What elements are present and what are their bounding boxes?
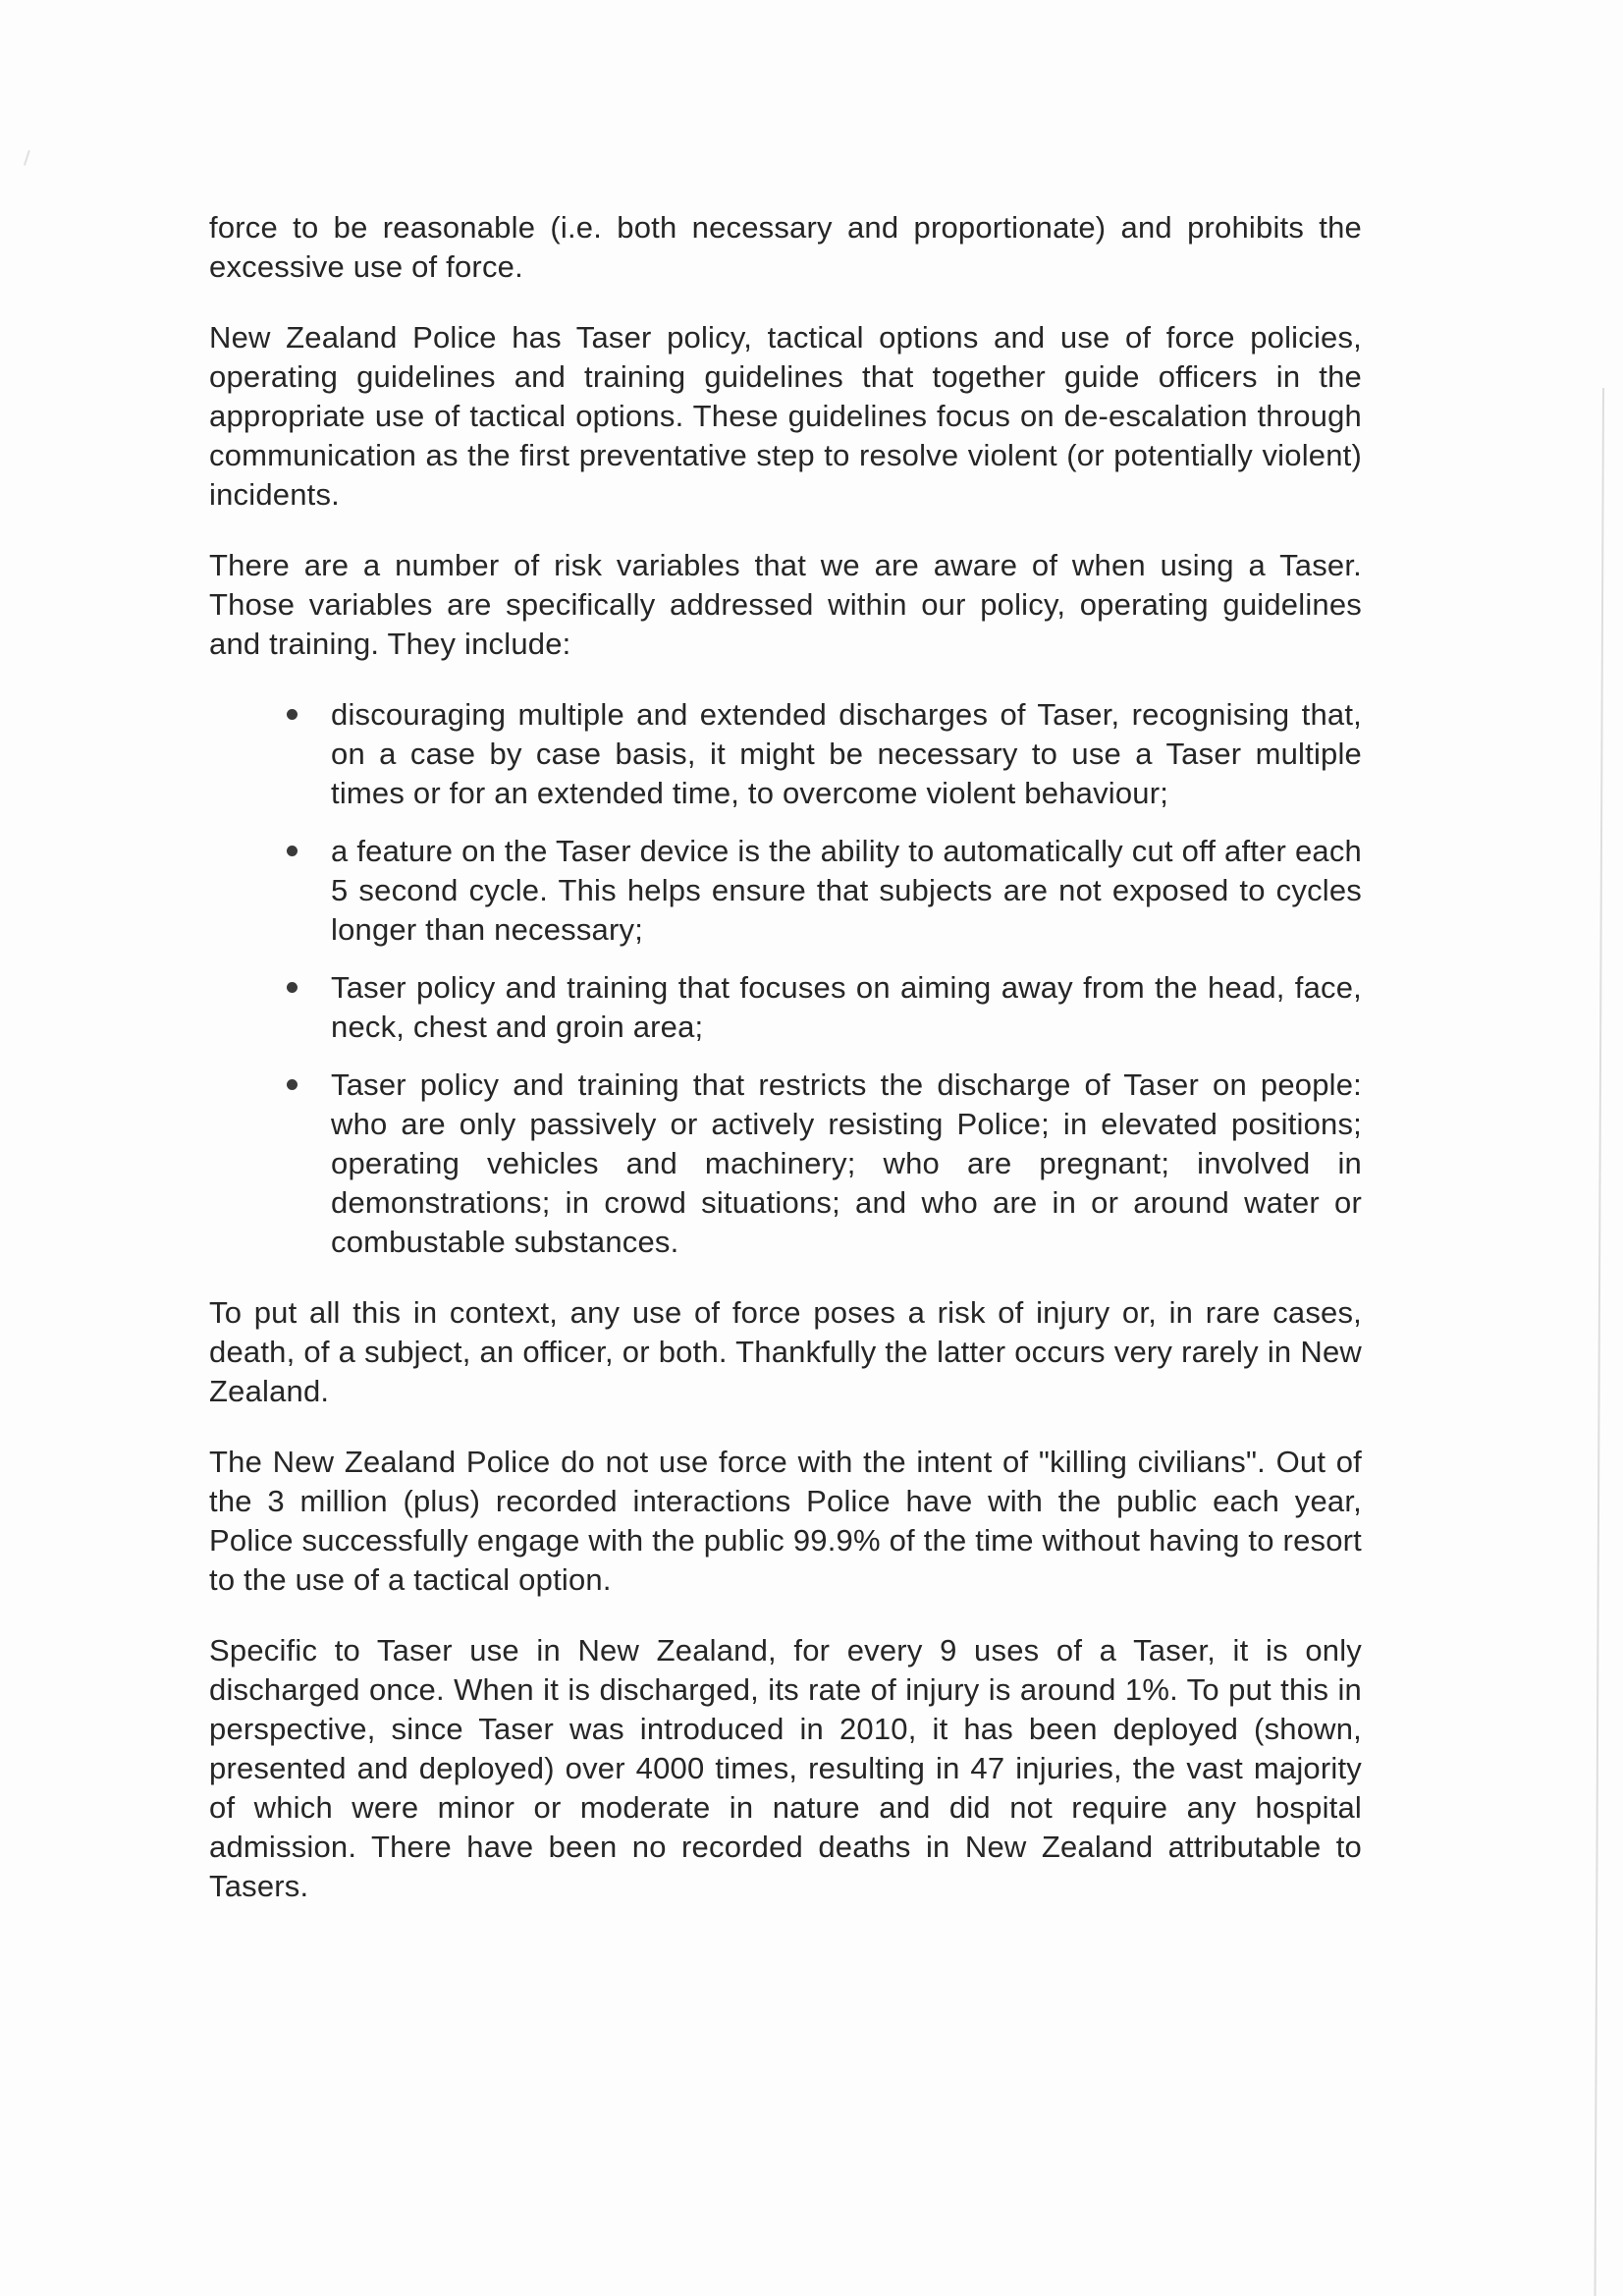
paragraph-taser-statistics: Specific to Taser use in New Zealand, for every 9 uses of a Taser, it is only discharged once. When it is discharged, its rate of injury is around 1%. To put this in perspective, since Taser was introduced in 2010, it has been deployed (shown, presented and deployed) over 4000 times, resulting in 47 injuries, the vast majority of which were minor or moderate in nature and did not require any hospital admission. There have been no recorded deaths in New Zealand attributable to Tasers. [209,1633,1362,1903]
list-item-aiming-away: Taser policy and training that focuses on aiming away from the head, face, neck, chest and groin area; [331,968,1362,1047]
scan-artifact [24,150,43,170]
paragraph-risk-variables-intro: There are a number of risk variables that we are aware of when using a Taser. Those variables are specifically addressed within our policy, operating guidelines and training. They include: [209,548,1362,661]
paragraph-public-interactions: The New Zealand Police do not use force with the intent of "killing civilians". Out of the 3 million (plus) recorded interactions Police have with the public each year, Police successfully engage with the public 99.9% of the time without having to resort to the use of a tactical option. [209,1445,1362,1597]
paragraph-context-risk: To put all this in context, any use of force poses a risk of injury or, in rare cases, death, of a subject, an officer, or both. Thankfully the latter occurs very rarely in New Zealand. [209,1295,1362,1408]
paragraph-taser-policy: New Zealand Police has Taser policy, tactical options and use of force policies, operating guidelines and training guidelines that together guide officers in the appropriate use of tactical options. These guidelines focus on de-escalation through communication as the first preventative step to resolve violent (or potentially violent) incidents. [209,320,1362,512]
list-item-discharge-restrictions: Taser policy and training that restricts the discharge of Taser on people: who are only passively or actively resisting Police; in elevated positions; operating vehicles and machinery; who are pregnant; involved in demonstrations; in crowd situations; and who are in or around water or combustable substances. [331,1066,1362,1262]
scan-edge-line [1595,388,1604,2296]
paragraph-use-of-force: force to be reasonable (i.e. both necessary and proportionate) and prohibits the excessive use of force. [209,210,1362,284]
risk-variables-list [209,695,1362,1262]
list-item-auto-cutoff: a feature on the Taser device is the ability to automatically cut off after each 5 second cycle. This helps ensure that subjects are not exposed to cycles longer than necessary; [331,832,1362,950]
document-body [209,208,1362,1938]
list-item-multiple-discharges: discouraging multiple and extended discharges of Taser, recognising that, on a case by case basis, it might be necessary to use a Taser multiple times or for an extended time, to overcome violent behaviour; [331,695,1362,813]
